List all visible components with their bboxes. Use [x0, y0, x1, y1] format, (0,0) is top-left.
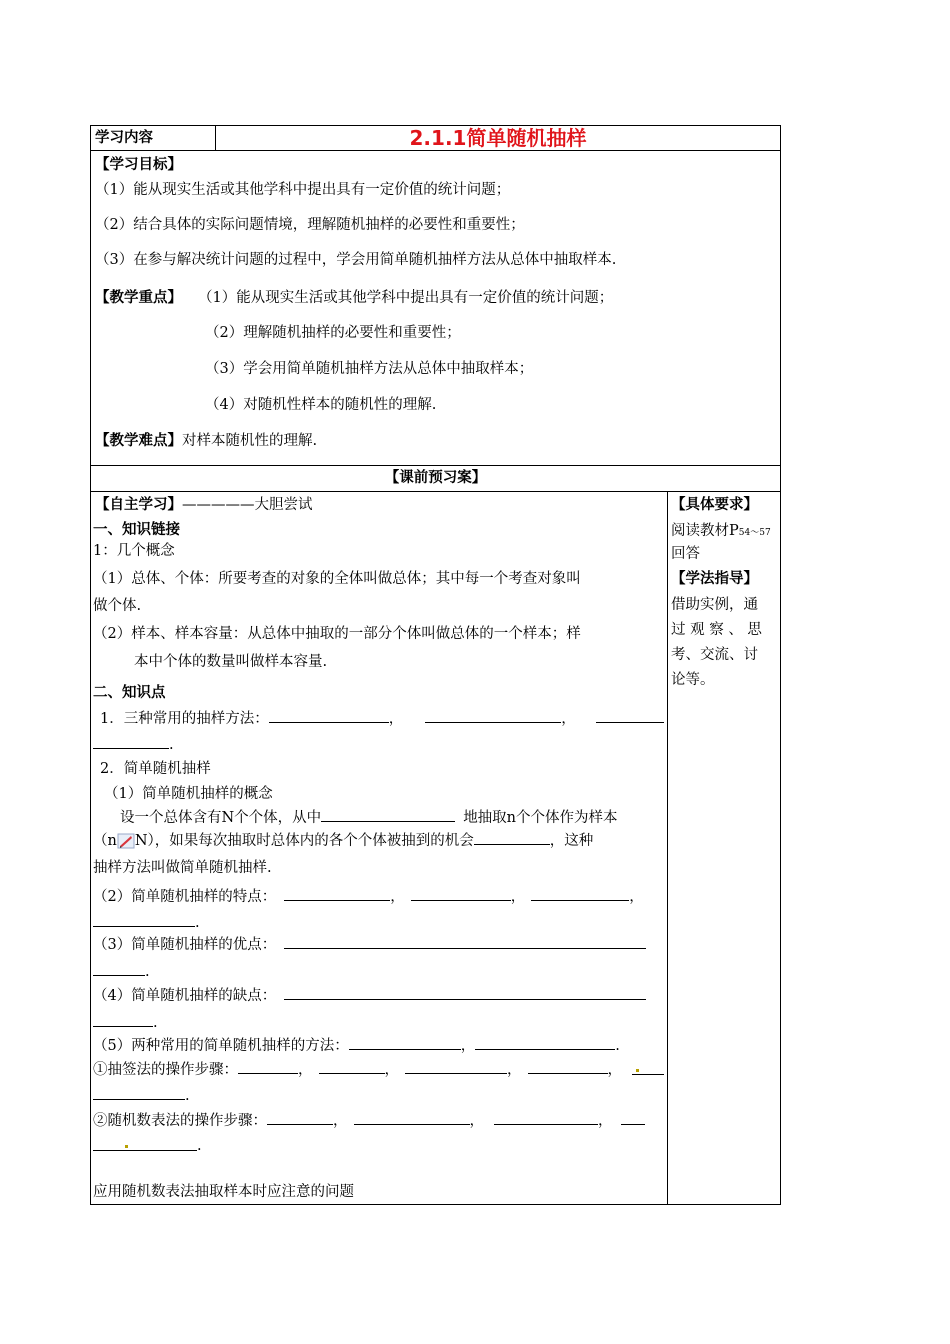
- key-point-item: （2）理解随机抽样的必要性和重要性；: [205, 325, 461, 341]
- sampling-methods-label: 1．三种常用的抽样方法：: [100, 711, 269, 727]
- concept-line: 抽样方法叫做简单随机抽样.: [93, 860, 272, 876]
- blank-field[interactable]: [528, 1059, 608, 1074]
- blank-field[interactable]: [93, 1136, 197, 1151]
- blank-field[interactable]: [93, 961, 145, 976]
- goals-heading: 【学习目标】: [95, 157, 182, 173]
- blank-field[interactable]: [596, 708, 664, 723]
- feature-row: （2）简单随机抽样的特点： ， ， ，: [93, 886, 644, 907]
- difficulty-text: 对样本随机性的理解.: [182, 433, 318, 449]
- section-knowledge-link: 一、知识链接: [93, 522, 180, 538]
- goal-item: （3）在参与解决统计问题的过程中，学会用简单随机抽样方法从总体中抽取样本.: [95, 252, 617, 268]
- self-study-heading: 【自主学习】: [95, 497, 182, 513]
- simple-random-sampling-heading: 2．简单随机抽样: [100, 761, 211, 777]
- lottery-row: ①抽签法的操作步骤： ， ， ， ，: [93, 1059, 664, 1080]
- blank-field[interactable]: [267, 1110, 333, 1125]
- disadvantage-row-cont: .: [93, 1012, 158, 1033]
- blank-field[interactable]: [531, 886, 629, 901]
- page-title: 2.1.1简单随机抽样: [409, 126, 587, 150]
- table-border-right: [780, 125, 781, 1205]
- advantage-row-cont: .: [93, 961, 150, 982]
- blank-field[interactable]: [284, 886, 390, 901]
- lottery-row-cont: .: [93, 1085, 190, 1106]
- disadvantage-row: （4）简单随机抽样的缺点：: [93, 985, 646, 1006]
- blank-field[interactable]: [284, 934, 646, 949]
- blank-field[interactable]: [349, 1035, 461, 1050]
- paragraph-sample: （2）样本、样本容量：从总体中抽取的一部分个体叫做总体的一个样本；样: [93, 626, 581, 642]
- blank-field[interactable]: [405, 1059, 507, 1074]
- header-label: 学习内容: [95, 130, 153, 146]
- blank-field[interactable]: [269, 708, 389, 723]
- blank-field[interactable]: [284, 985, 646, 1000]
- goal-item: （2）结合具体的实际问题情境，理解随机抽样的必要性和重要性；: [95, 217, 525, 233]
- key-points-heading: 【教学重点】: [95, 290, 182, 306]
- requirements-heading: 【具体要求】: [671, 497, 758, 513]
- table-border-left: [90, 125, 91, 1205]
- concept-line: （n N），如果每次抽取时总体内的各个个体被抽到的机会 ，这种: [93, 830, 593, 851]
- method-guide-line: 考、交流、讨: [671, 647, 758, 663]
- blank-field[interactable]: [238, 1059, 298, 1074]
- blank-field[interactable]: [321, 807, 455, 822]
- requirements-text-cont: 回答: [671, 546, 700, 562]
- goal-item: （1）能从现实生活或其他学科中提出具有一定价值的统计问题；: [95, 182, 511, 198]
- dot-icon: [125, 1145, 128, 1148]
- difficulty-row: [95, 431, 317, 451]
- advantage-row: （3）简单随机抽样的优点：: [93, 934, 646, 955]
- feature-row-cont: .: [93, 912, 200, 933]
- blank-field[interactable]: [632, 1060, 664, 1075]
- concept-heading: （1）简单随机抽样的概念: [104, 786, 273, 802]
- method-guide-line: 借助实例，通: [671, 597, 758, 613]
- paragraph-population-cont: 做个体.: [93, 598, 142, 614]
- key-point-item: （4）对随机性样本的随机性的理解.: [205, 397, 437, 413]
- requirements-text: 阅读教材P54～57: [671, 523, 771, 539]
- blank-field[interactable]: [494, 1110, 598, 1125]
- concept-line: 设一个总体含有N个个体，从中 地抽取n个个体作为样本: [120, 807, 618, 828]
- method-guide-heading: 【学法指导】: [671, 571, 758, 587]
- methods-row: （5）两种常用的简单随机抽样的方法： ， .: [93, 1035, 620, 1056]
- blank-field[interactable]: [621, 1110, 645, 1125]
- sampling-methods-row: 1．三种常用的抽样方法： ， ，: [100, 708, 664, 729]
- sampling-methods-cont: .: [93, 734, 174, 755]
- paragraph-sample-cont: 本中个体的数量叫做样本容量.: [134, 654, 328, 670]
- header-divider-horizontal: [90, 150, 781, 151]
- blank-field[interactable]: [93, 1012, 153, 1027]
- dot-icon: [636, 1069, 639, 1072]
- note-line: 应用随机数表法抽取样本时应注意的问题: [93, 1184, 354, 1200]
- difficulty-heading: 【教学难点】: [95, 433, 182, 449]
- blank-field[interactable]: [354, 1110, 470, 1125]
- paragraph-population: （1）总体、个体：所要考查的对象的全体叫做总体；其中每一个考查对象叫: [93, 571, 581, 587]
- section-knowledge-points: 二、知识点: [93, 685, 166, 701]
- preview-divider: [90, 491, 781, 492]
- preview-heading: 【课前预习案】: [384, 470, 487, 486]
- method-guide-line: 论等。: [671, 672, 715, 688]
- random-table-row-cont: .: [93, 1136, 202, 1156]
- table-border-bottom: [90, 1204, 781, 1205]
- blank-field[interactable]: [411, 886, 511, 901]
- side-column-divider: [667, 491, 668, 1205]
- blank-field[interactable]: [474, 830, 550, 845]
- self-study-heading-tail: —————大胆尝试: [182, 497, 313, 513]
- self-study-heading-row: [95, 495, 313, 515]
- blank-field[interactable]: [475, 1035, 615, 1050]
- blank-field[interactable]: [93, 1085, 185, 1100]
- key-point-item: （1）能从现实生活或其他学科中提出具有一定价值的统计问题；: [198, 290, 614, 306]
- random-table-row: ②随机数表法的操作步骤： ， ， ，: [93, 1110, 645, 1131]
- goals-divider: [90, 465, 781, 466]
- blank-field[interactable]: [93, 734, 169, 749]
- method-guide-line: 过 观 察 、 思: [671, 622, 762, 638]
- blank-field[interactable]: [425, 708, 561, 723]
- blank-field[interactable]: [319, 1059, 385, 1074]
- key-point-item: （3）学会用简单随机抽样方法从总体中抽取样本；: [205, 361, 534, 377]
- less-than-icon: [117, 833, 135, 849]
- list-item: 1：几个概念: [93, 543, 175, 559]
- blank-field[interactable]: [93, 912, 195, 927]
